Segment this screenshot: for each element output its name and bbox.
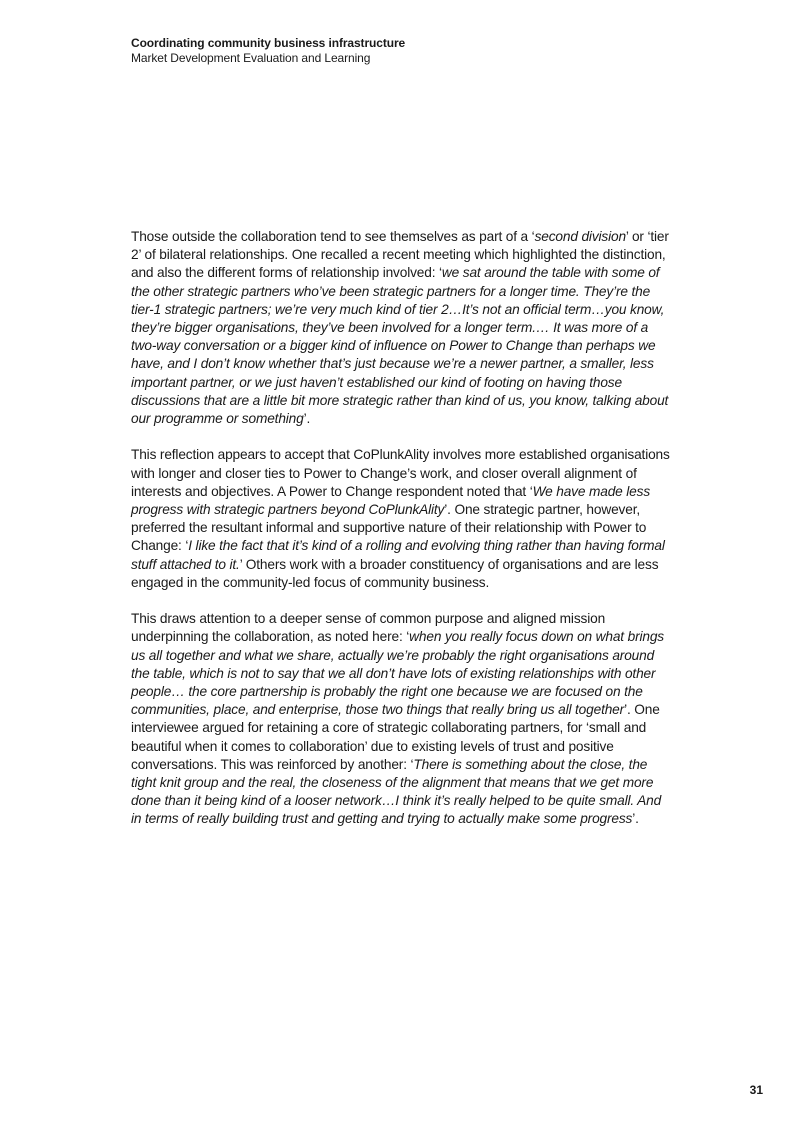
quoted-text: There is something about the close, the tight knit group and the real, the closeness of the alignment that means that we get more done than it being kind of a looser network…I think it’s really helped to be quite small. And in terms of really building trust and getting and trying to actually make some progress <box>131 756 662 827</box>
quoted-text: We have made less progress with strategic partners beyond CoPlunkAlity <box>131 483 651 518</box>
text-run: ’. <box>632 811 639 827</box>
body-text <box>131 228 671 847</box>
text-run: ’. One strategic partner, however, preferred the resultant informal and supportive nature of their relationship with Power to Change: ‘ <box>131 502 647 554</box>
running-header <box>131 36 405 66</box>
quoted-text: when you really focus down on what brings us all together and what we share, actually we’re probably the right organisations around the table, which is not to say that we all don’t have lots of existing relationships with other people… the core partnership is probably the right one because we are focused on the communities, place, and enterprise, those two things that really bring us all together <box>131 629 664 718</box>
quoted-text: we sat around the table with some of the other strategic partners who’ve been strategic partners for a longer time. They’re the tier-1 strategic partners; we’re very much kind of tier 2…It’s not an official term…you know, they’re bigger organisations, they’ve been involved for a longer term.… It was more of a two-way conversation or a bigger kind of influence on Power to Change than perhaps we have, and I don’t know whether that’s just because we’re a newer partner, a smaller, less important partner, or we just haven’t established our kind of footing on having those discussions that are a little bit more strategic rather than kind of us, you know, talking about our programme or something <box>131 265 669 427</box>
text-run: ’ or ‘tier 2’ of bilateral relationships. One recalled a recent meeting which highlighted the distinction, and also the different forms of relationship involved: ‘ <box>131 229 669 281</box>
paragraph <box>131 228 671 428</box>
quoted-text: second division <box>534 229 626 244</box>
text-run: This draws attention to a deeper sense of common purpose and aligned mission underpinning the collaboration, as noted here: ‘ <box>131 611 606 645</box>
document-title: Coordinating community business infrastructure <box>131 36 406 50</box>
page-number: 31 <box>749 1083 763 1097</box>
text-run: ’. <box>303 411 311 427</box>
text-run: ’ Others work with a broader constituency of organisations and are less engaged in the community-led focus of community business. <box>131 556 659 590</box>
text-run: Those outside the collaboration tend to see themselves as part of a ‘ <box>131 229 535 244</box>
document-subtitle: Market Development Evaluation and Learning <box>131 51 371 65</box>
quoted-text: I like the fact that it’s kind of a rolling and evolving thing rather than having formal stuff attached to it. <box>131 538 665 572</box>
text-run: ’. One interviewee argued for retaining a core of strategic collaborating partners, for ‘small and beautiful when it comes to collaboration’ due to existing levels of trust and positive conversations. This was reinforced by another: ‘ <box>131 702 660 772</box>
paragraph <box>131 610 671 828</box>
paragraph <box>131 446 671 592</box>
text-run: This reflection appears to accept that CoPlunkAlity involves more established organisations with longer and closer ties to Power to Change’s work, and closer overall alignment of interests and objectives. A Power to Change respondent noted that ‘ <box>131 447 670 499</box>
